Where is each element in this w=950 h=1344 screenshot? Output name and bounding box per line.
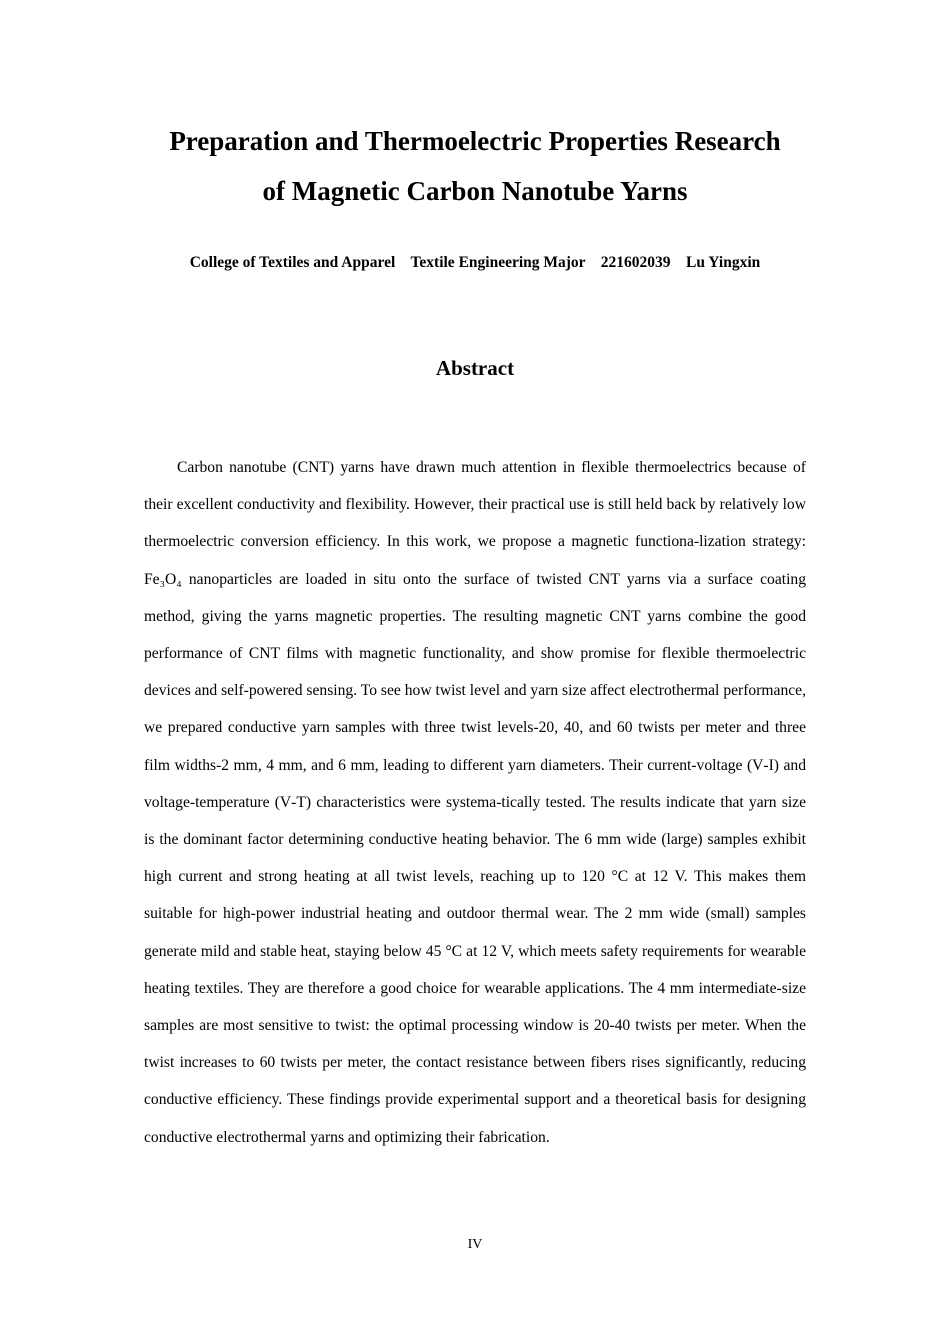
page-number: IV (467, 1237, 483, 1252)
paper-title (60, 116, 890, 216)
author-byline: College of Textiles and Apparel Textile Engineering Major 221602039 Lu Yingxin (189, 254, 761, 271)
paper-title-line-2: of Magnetic Carbon Nanotube Yarns (262, 176, 688, 206)
paper-title-line-1: Preparation and Thermoelectric Properties Research (169, 126, 781, 156)
abstract-body: Carbon nanotube (CNT) yarns have drawn much attention in flexible thermoelectrics because of their excellent conductivity and flexibility. However, their practical use is still held back by relatively low thermoelectric conversion efficiency. In this work, we propose a magnetic functiona-lization strategy: Fe₃O₄ nanoparticles are loaded in situ onto the surface of twisted CNT yarns via a surface coating method, giving the yarns magnetic properties. The resulting magnetic CNT yarns combine the good performance of CNT films with magnetic functionality, and show promise for flexible thermoelectric devices and self‑powered sensing. To see how twist level and yarn size affect electrothermal performance, we prepared conductive yarn samples with three twist levels-20, 40, and 60 twists per meter and three film widths-2 mm, 4 mm, and 6 mm, leading to different yarn diameters. Their current‑voltage (V‑I) and voltage‑temperature (V‑T) characteristics were systema-tically tested. The results indicate that yarn size is the dominant factor determining conductive heating behavior. The 6 mm wide (large) samples exhibit high current and strong heating at all twist levels, reaching up to 120 °C at 12 V. This makes them suitable for high‑power industrial heating and outdoor thermal wear. The 2 mm wide (small) samples generate mild and stable heat, staying below 45 °C at 12 V, which meets safety requirements for wearable heating textiles. They are therefore a good choice for wearable applications. The 4 mm intermediate‑size samples are most sensitive to twist: the optimal processing window is 20-40 twists per meter. When the twist increases to 60 twists per meter, the contact resistance between fibers rises significantly, reducing conductive efficiency. These findings provide experimental support and a theoretical basis for designing conductive electrothermal yarns and optimizing their fabrication. (144, 459, 806, 1146)
abstract-heading: Abstract (435, 356, 515, 380)
